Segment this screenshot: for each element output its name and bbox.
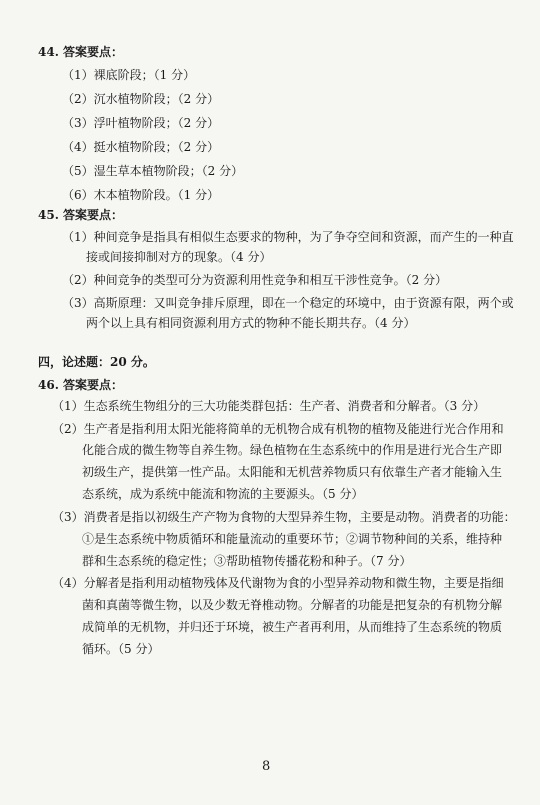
q46-line: 循环。（5 分）	[82, 642, 160, 656]
q44-item: （6）木本植物阶段。（1 分）	[62, 188, 220, 202]
q46-line: 群和生态系统的稳定性；③帮助植物传播花粉和种子。（7 分）	[82, 554, 412, 568]
section-4-heading: 四，论述题：20 分。	[38, 355, 155, 369]
page-number: 8	[262, 759, 271, 774]
q46-line: 菌和真菌等微生物，以及少数无脊椎动物。分解者的功能是把复杂的有机物分解	[82, 598, 503, 612]
q46-line: 化能合成的微生物等自养生物。绿色植物在生态系统中的作用是进行光合生产即	[82, 443, 503, 457]
q45-line: 两个以上具有相同资源利用方式的物种不能长期共存。（4 分）	[86, 316, 416, 330]
q46-line: （2）生产者是指利用太阳光能将简单的无机物合成有机物的植物及能进行光合作用和	[52, 422, 504, 436]
q46-line: 态系统，成为系统中能流和物流的主要源头。（5 分）	[82, 487, 364, 501]
q45-line: （3）高斯原理：又叫竞争排斥原理，即在一个稳定的环境中，由于资源有限，两个或	[62, 296, 514, 310]
q46-line: （1）生态系统生物组分的三大功能类群包括：生产者、消费者和分解者。（3 分）	[52, 399, 486, 413]
q46-line: 成简单的无机物，并归还于环境，被生产者再利用，从而维持了生态系统的物质	[82, 620, 503, 634]
q46-line: 初级生产，提供第一性产品。太阳能和无机营养物质只有依靠生产者才能输入生	[82, 465, 503, 479]
q45-heading: 45. 答案要点：	[38, 208, 124, 222]
q45-line: （1）种间竞争是指具有相似生态要求的物种，为了争夺空间和资源，而产生的一种直	[62, 230, 514, 244]
q44-heading: 44. 答案要点：	[38, 45, 124, 59]
q46-line: （4）分解者是指利用动植物残体及代谢物为食的小型异养动物和微生物，主要是指细	[52, 576, 504, 590]
q44-item: （2）沉水植物阶段；（2 分）	[62, 92, 220, 106]
q45-line: 接或间接抑制对方的现象。（4 分）	[86, 250, 272, 264]
q44-item: （3）浮叶植物阶段；（2 分）	[62, 116, 220, 130]
q46-line: （3）消费者是指以初级生产产物为食物的大型异养生物，主要是动物。消费者的功能：	[52, 510, 516, 524]
q44-item: （5）湿生草本植物阶段；（2 分）	[62, 164, 244, 178]
q45-line: （2）种间竞争的类型可分为资源利用性竞争和相互干涉性竞争。（2 分）	[62, 273, 448, 287]
q46-heading: 46. 答案要点：	[38, 378, 124, 392]
q44-item: （1）裸底阶段；（1 分）	[62, 68, 196, 82]
q44-item: （4）挺水植物阶段；（2 分）	[62, 140, 220, 154]
q46-line: ①是生态系统中物质循环和能量流动的重要环节；②调节物种间的关系，维持种	[82, 532, 503, 546]
